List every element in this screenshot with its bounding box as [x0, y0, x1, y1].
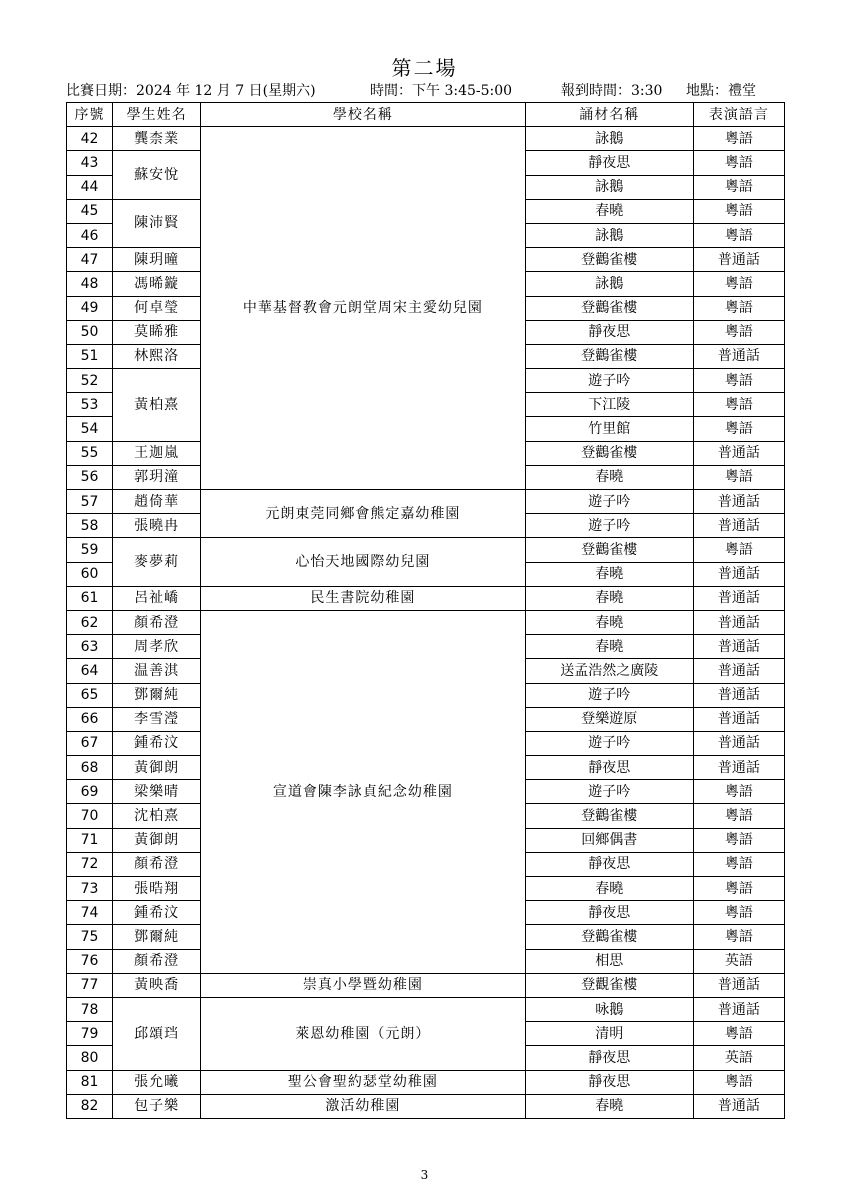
row-number: 59: [67, 538, 113, 562]
schedule-table: [66, 102, 785, 1119]
performance-language: 粵語: [693, 538, 784, 562]
recitation-piece: 回鄉偶書: [525, 828, 693, 852]
recitation-piece: 詠鵝: [525, 272, 693, 296]
performance-language: 粵語: [693, 1022, 784, 1046]
student-name: 黃御朗: [113, 828, 201, 852]
student-name: 鍾希汶: [113, 731, 201, 755]
performance-language: 粵語: [693, 901, 784, 925]
recitation-piece: 登鸛雀樓: [525, 344, 693, 368]
school-name: 宣道會陳李詠貞紀念幼稚園: [201, 610, 525, 973]
student-name: 莫睎雅: [113, 320, 201, 344]
performance-language: 粵語: [693, 199, 784, 223]
performance-language: 粵語: [693, 828, 784, 852]
recitation-piece: 詠鵝: [525, 223, 693, 247]
row-number: 78: [67, 997, 113, 1021]
performance-language: 普通話: [693, 1094, 784, 1118]
school-name: 元朗東莞同鄉會熊定嘉幼稚園: [201, 490, 525, 538]
recitation-piece: 登鸛雀樓: [525, 804, 693, 828]
performance-language: 粵語: [693, 877, 784, 901]
table-row: [67, 490, 785, 514]
row-number: 72: [67, 852, 113, 876]
student-name: 張晧翔: [113, 877, 201, 901]
student-name: 黃映喬: [113, 973, 201, 997]
school-name: 心怡天地國際幼兒園: [201, 538, 525, 586]
row-number: 57: [67, 490, 113, 514]
recitation-piece: 遊子吟: [525, 780, 693, 804]
student-name: 沈柏熹: [113, 804, 201, 828]
recitation-piece: 遊子吟: [525, 731, 693, 755]
table-row: [67, 1094, 785, 1118]
performance-language: 普通話: [693, 659, 784, 683]
student-name: 李雪瀅: [113, 707, 201, 731]
row-number: 74: [67, 901, 113, 925]
performance-language: 英語: [693, 949, 784, 973]
student-name: 包子樂: [113, 1094, 201, 1118]
recitation-piece: 登鸛雀樓: [525, 296, 693, 320]
student-name: 王迦嵐: [113, 441, 201, 465]
performance-language: 粵語: [693, 369, 784, 393]
header-school: 學校名稱: [201, 103, 525, 127]
recitation-piece: 詠鵝: [525, 175, 693, 199]
performance-language: 粵語: [693, 272, 784, 296]
performance-language: 粵語: [693, 393, 784, 417]
header-language: 表演語言: [693, 103, 784, 127]
header-name: 學生姓名: [113, 103, 201, 127]
school-name: 激活幼稚園: [201, 1094, 525, 1118]
row-number: 48: [67, 272, 113, 296]
performance-language: 普通話: [693, 707, 784, 731]
row-number: 62: [67, 610, 113, 634]
student-name: 温善淇: [113, 659, 201, 683]
school-name: 萊恩幼稚園（元朗）: [201, 997, 525, 1070]
row-number: 79: [67, 1022, 113, 1046]
table-row: [67, 973, 785, 997]
row-number: 44: [67, 175, 113, 199]
performance-language: 普通話: [693, 756, 784, 780]
row-number: 71: [67, 828, 113, 852]
row-number: 50: [67, 320, 113, 344]
row-number: 66: [67, 707, 113, 731]
performance-language: 普通話: [693, 441, 784, 465]
page-number: 3: [420, 1168, 429, 1182]
student-name: 呂祉嶠: [113, 586, 201, 610]
table-row: [67, 586, 785, 610]
recitation-piece: 清明: [525, 1022, 693, 1046]
table-row: [67, 1070, 785, 1094]
student-name: 麥夢莉: [113, 538, 201, 586]
recitation-piece: 靜夜思: [525, 151, 693, 175]
row-number: 52: [67, 369, 113, 393]
row-number: 73: [67, 877, 113, 901]
performance-language: 普通話: [693, 248, 784, 272]
student-name: 郭玥潼: [113, 465, 201, 489]
recitation-piece: 登鸛雀樓: [525, 925, 693, 949]
student-name: 蘇安悅: [113, 151, 201, 199]
student-name: 顏希澄: [113, 610, 201, 634]
performance-language: 粵語: [693, 804, 784, 828]
row-number: 43: [67, 151, 113, 175]
event-venue: 地點：禮堂: [686, 83, 756, 99]
header-piece: 誦材名稱: [525, 103, 693, 127]
header-no: 序號: [67, 103, 113, 127]
recitation-piece: 登鸛雀樓: [525, 441, 693, 465]
school-name: 中華基督教會元朗堂周宋主愛幼兒園: [201, 127, 525, 490]
event-report-time: 報到時間：3:30: [561, 83, 663, 99]
row-number: 49: [67, 296, 113, 320]
student-name: 馮晞鏇: [113, 272, 201, 296]
performance-language: 粵語: [693, 1070, 784, 1094]
school-name: 聖公會聖約瑟堂幼稚園: [201, 1070, 525, 1094]
recitation-piece: 登鸛雀樓: [525, 538, 693, 562]
recitation-piece: 遊子吟: [525, 490, 693, 514]
row-number: 60: [67, 562, 113, 586]
recitation-piece: 登鸛雀樓: [525, 248, 693, 272]
performance-language: 普通話: [693, 514, 784, 538]
row-number: 69: [67, 780, 113, 804]
student-name: 何卓瑩: [113, 296, 201, 320]
recitation-piece: 春曉: [525, 635, 693, 659]
performance-language: 普通話: [693, 635, 784, 659]
table-row: [67, 538, 785, 562]
student-name: 陳沛賢: [113, 199, 201, 247]
recitation-piece: 詠鵝: [525, 127, 693, 151]
row-number: 75: [67, 925, 113, 949]
recitation-piece: 春曉: [525, 562, 693, 586]
recitation-piece: 竹里館: [525, 417, 693, 441]
recitation-piece: 下江陵: [525, 393, 693, 417]
performance-language: 粵語: [693, 780, 784, 804]
row-number: 81: [67, 1070, 113, 1094]
row-number: 77: [67, 973, 113, 997]
performance-language: 普通話: [693, 731, 784, 755]
recitation-piece: 送孟浩然之廣陵: [525, 659, 693, 683]
row-number: 61: [67, 586, 113, 610]
performance-language: 粵語: [693, 852, 784, 876]
performance-language: 粵語: [693, 465, 784, 489]
school-name: 民生書院幼稚園: [201, 586, 525, 610]
recitation-piece: 相思: [525, 949, 693, 973]
row-number: 63: [67, 635, 113, 659]
recitation-piece: 登觀雀樓: [525, 973, 693, 997]
performance-language: 普通話: [693, 683, 784, 707]
row-number: 80: [67, 1046, 113, 1070]
student-name: 林熙洛: [113, 344, 201, 368]
row-number: 70: [67, 804, 113, 828]
performance-language: 普通話: [693, 586, 784, 610]
event-time: 時間：下午 3:45-5:00: [370, 83, 513, 99]
row-number: 56: [67, 465, 113, 489]
performance-language: 普通話: [693, 490, 784, 514]
row-number: 46: [67, 223, 113, 247]
performance-language: 粵語: [693, 127, 784, 151]
table-header-row: [67, 103, 785, 127]
recitation-piece: 靜夜思: [525, 901, 693, 925]
performance-language: 粵語: [693, 223, 784, 247]
performance-language: 粵語: [693, 151, 784, 175]
student-name: 周孝欣: [113, 635, 201, 659]
event-date: 比賽日期：2024 年 12 月 7 日(星期六): [66, 83, 316, 99]
performance-language: 粵語: [693, 417, 784, 441]
student-name: 鄧爾純: [113, 683, 201, 707]
recitation-piece: 春曉: [525, 1094, 693, 1118]
recitation-piece: 遊子吟: [525, 369, 693, 393]
school-name: 崇真小學暨幼稚園: [201, 973, 525, 997]
student-name: 張允曦: [113, 1070, 201, 1094]
row-number: 67: [67, 731, 113, 755]
recitation-piece: 春曉: [525, 586, 693, 610]
table-row: [67, 610, 785, 634]
recitation-piece: 靜夜思: [525, 756, 693, 780]
table-row: [67, 997, 785, 1021]
row-number: 55: [67, 441, 113, 465]
recitation-piece: 春曉: [525, 465, 693, 489]
student-name: 邱頌珰: [113, 997, 201, 1070]
recitation-piece: 靜夜思: [525, 1046, 693, 1070]
performance-language: 粵語: [693, 296, 784, 320]
student-name: 鄧爾純: [113, 925, 201, 949]
row-number: 53: [67, 393, 113, 417]
student-name: 陳玥曈: [113, 248, 201, 272]
student-name: 梁樂晴: [113, 780, 201, 804]
performance-language: 普通話: [693, 973, 784, 997]
row-number: 65: [67, 683, 113, 707]
recitation-piece: 咏鵝: [525, 997, 693, 1021]
student-name: 張曉冉: [113, 514, 201, 538]
performance-language: 粵語: [693, 320, 784, 344]
performance-language: 英語: [693, 1046, 784, 1070]
performance-language: 粵語: [693, 175, 784, 199]
table-body: [67, 127, 785, 1119]
recitation-piece: 靜夜思: [525, 320, 693, 344]
student-name: 黃柏熹: [113, 369, 201, 442]
student-name: 趙倚華: [113, 490, 201, 514]
row-number: 42: [67, 127, 113, 151]
row-number: 68: [67, 756, 113, 780]
row-number: 51: [67, 344, 113, 368]
row-number: 54: [67, 417, 113, 441]
recitation-piece: 春曉: [525, 199, 693, 223]
recitation-piece: 靜夜思: [525, 1070, 693, 1094]
row-number: 76: [67, 949, 113, 973]
performance-language: 普通話: [693, 344, 784, 368]
performance-language: 普通話: [693, 610, 784, 634]
student-name: 顏希澄: [113, 852, 201, 876]
student-name: 龔柰業: [113, 127, 201, 151]
recitation-piece: 春曉: [525, 877, 693, 901]
row-number: 47: [67, 248, 113, 272]
recitation-piece: 遊子吟: [525, 514, 693, 538]
performance-language: 普通話: [693, 997, 784, 1021]
student-name: 鍾希汶: [113, 901, 201, 925]
page-title: 第二場: [391, 56, 458, 80]
table-row: [67, 127, 785, 151]
recitation-piece: 登樂遊原: [525, 707, 693, 731]
performance-language: 普通話: [693, 562, 784, 586]
row-number: 64: [67, 659, 113, 683]
row-number: 82: [67, 1094, 113, 1118]
student-name: 黃御朗: [113, 756, 201, 780]
recitation-piece: 靜夜思: [525, 852, 693, 876]
row-number: 45: [67, 199, 113, 223]
performance-language: 粵語: [693, 925, 784, 949]
student-name: 顏希澄: [113, 949, 201, 973]
row-number: 58: [67, 514, 113, 538]
recitation-piece: 春曉: [525, 610, 693, 634]
recitation-piece: 遊子吟: [525, 683, 693, 707]
